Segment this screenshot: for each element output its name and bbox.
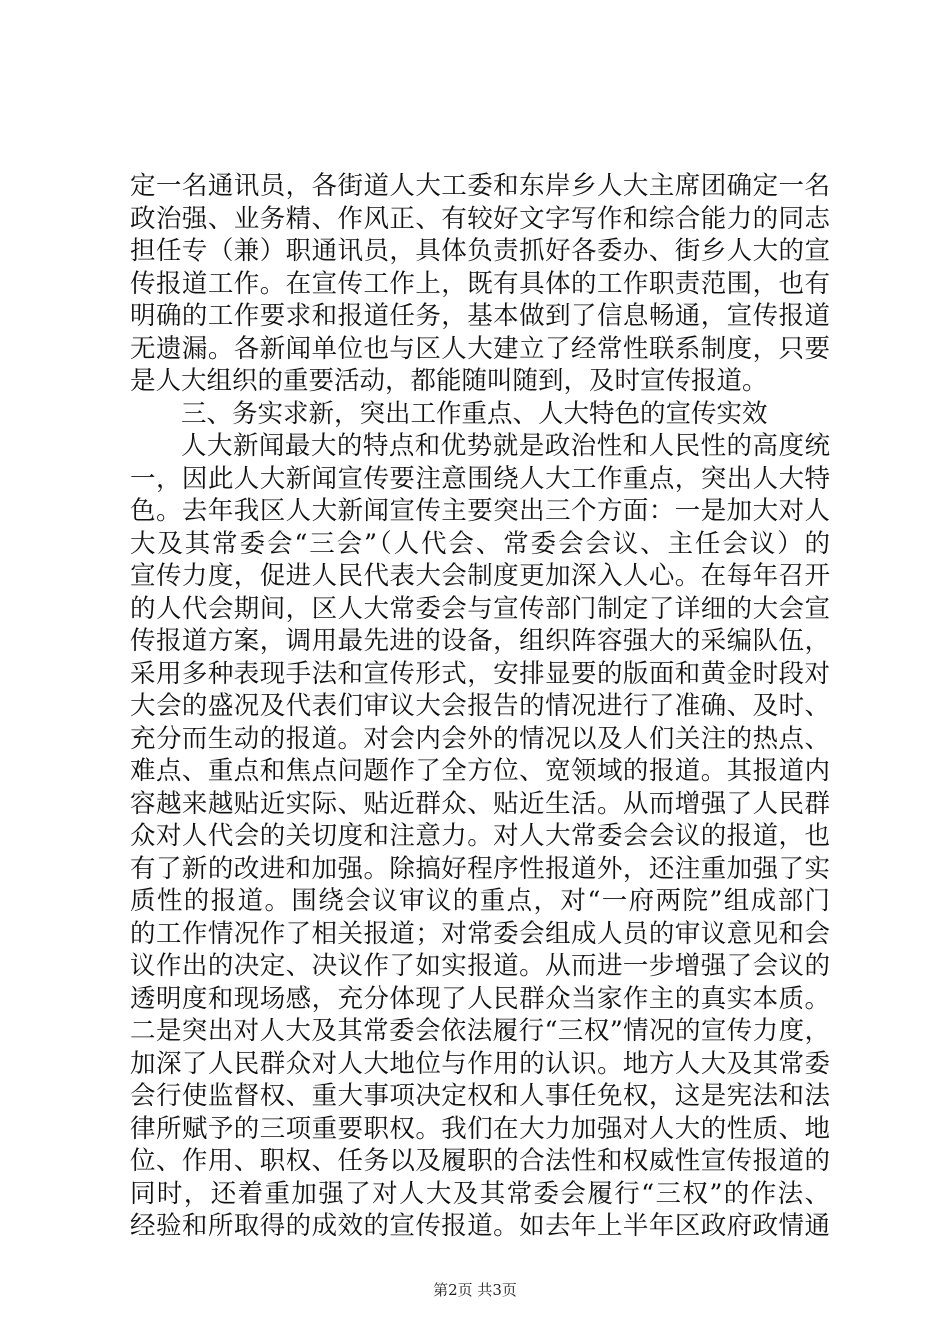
text-line: 众对人代会的关切度和注意力。对人大常委会会议的报道，也 xyxy=(130,821,830,851)
page-footer xyxy=(0,1279,950,1300)
page-indicator: 第2页 共3页 xyxy=(433,1281,517,1299)
text-line: 担任专（兼）职通讯员，具体负责抓好各委办、街乡人大的宣 xyxy=(130,236,830,266)
text-line: 有了新的改进和加强。除搞好程序性报道外，还注重加强了实 xyxy=(130,853,830,884)
text-line: 人大新闻最大的特点和优势就是政治性和人民性的高度统 xyxy=(181,431,830,461)
text-line: 二是突出对人大及其常委会依法履行“三权”情况的宣传力度， xyxy=(130,1016,830,1046)
text-line: 传报道工作。在宣传工作上，既有具体的工作职责范围，也有 xyxy=(130,268,830,299)
text-line: 质性的报道。围绕会议审议的重点，对“一府两院”组成部门 xyxy=(130,886,830,916)
body-text xyxy=(130,170,830,1243)
text-line: 定一名通讯员，各街道人大工委和东岸乡人大主席团确定一名 xyxy=(130,171,830,201)
text-line: 位、作用、职权、任务以及履职的合法性和权威性宣传报道的 xyxy=(130,1146,830,1176)
text-line: 充分而生动的报道。对会内会外的情况以及人们关注的热点、 xyxy=(130,723,830,754)
text-line: 的人代会期间，区人大常委会与宣传部门制定了详细的大会宣 xyxy=(130,593,830,624)
text-line: 色。去年我区人大新闻宣传主要突出三个方面：一是加大对人 xyxy=(130,496,830,526)
text-line: 采用多种表现手法和宣传形式，安排显要的版面和黄金时段对 xyxy=(130,658,830,689)
text-line: 是人大组织的重要活动，都能随叫随到，及时宣传报道。 xyxy=(130,366,768,396)
text-line: 大及其常委会“三会”（人代会、常委会会议、主任会议）的 xyxy=(130,528,830,559)
text-line: 经验和所取得的成效的宣传报道。如去年上半年区政府政情通 xyxy=(130,1211,830,1241)
text-line: 会行使监督权、重大事项决定权和人事任免权，这是宪法和法 xyxy=(130,1081,830,1111)
text-line: 同时，还着重加强了对人大及其常委会履行“三权”的作法、 xyxy=(130,1178,830,1209)
text-line: 议作出的决定、决议作了如实报道。从而进一步增强了会议的 xyxy=(130,951,830,981)
text-line: 宣传力度，促进人民代表大会制度更加深入人心。在每年召开 xyxy=(130,561,830,591)
text-line: 一，因此人大新闻宣传要注意围绕人大工作重点，突出人大特 xyxy=(130,463,830,494)
text-line: 政治强、业务精、作风正、有较好文字写作和综合能力的同志 xyxy=(130,203,830,234)
text-line: 大会的盛况及代表们审议大会报告的情况进行了准确、及时、 xyxy=(130,691,830,721)
text-line: 明确的工作要求和报道任务，基本做到了信息畅通，宣传报道 xyxy=(130,301,830,331)
text-line: 的工作情况作了相关报道；对常委会组成人员的审议意见和会 xyxy=(130,918,830,949)
text-line: 容越来越贴近实际、贴近群众、贴近生活。从而增强了人民群 xyxy=(130,788,830,819)
text-line: 律所赋予的三项重要职权。我们在大力加强对人大的性质、地 xyxy=(130,1113,830,1144)
text-line: 无遗漏。各新闻单位也与区人大建立了经常性联系制度，只要 xyxy=(130,333,830,364)
section-heading: 三、务实求新，突出工作重点、人大特色的宣传实效 xyxy=(181,398,768,429)
text-line: 透明度和现场感，充分体现了人民群众当家作主的真实本质。 xyxy=(130,983,830,1014)
text-line: 传报道方案，调用最先进的设备，组织阵容强大的采编队伍， xyxy=(130,626,830,656)
text-line: 难点、重点和焦点问题作了全方位、宽领域的报道。其报道内 xyxy=(130,756,830,786)
text-line: 加深了人民群众对人大地位与作用的认识。地方人大及其常委 xyxy=(130,1048,830,1079)
